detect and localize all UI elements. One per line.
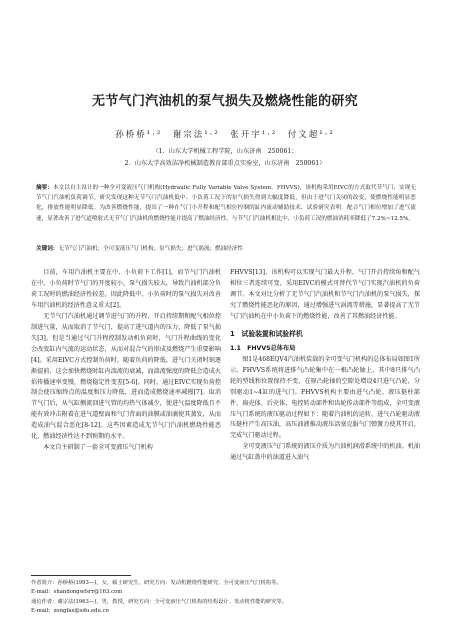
subsection-heading-1-1: 1.1 FHVVS总体布局	[230, 344, 296, 352]
right-column	[230, 268, 420, 464]
footnote-corresponding-email: E-mail：zongfax@sdu.edu.cn	[31, 607, 110, 614]
left-column	[31, 268, 221, 454]
footnote-rule	[31, 575, 131, 576]
intro-paragraph-3: 本文自主研制了一套全可变液压气门机构	[43, 444, 153, 452]
abstract-label: 摘要：	[36, 185, 53, 191]
abstract-text: 本文以自主设计的一种全可变液压气门机构(Hydraulic Fully Variable Valve System，FHVVS)，该机构采用EIVC的方式取代节气门，实现无节气门汽油机负荷调节。研究发现这种无节气门汽油机低中、小负荷工况下的泵气损失得到大幅度降低，但由于进气门关闭的改变，使燃烧性能明显恶化，排放性能明显降低。为改善燃烧性能，提出了一种在气门小升程和配气相位控制的缸内流动辅助技术，试验研究表明：配合气门相位增加了进气流速，显著改善了进气道喷射式无节气门汽油机的燃烧性能并提高了燃油经济性，与节气门汽油机相比中、小负荷工况的燃油消耗率降低了7.2%~12.5%。	[36, 185, 416, 222]
footnote-corresponding: 通信作者：谢宗法(1963—)，男，教授，研究方向：全可变液压气门机构的结构设计、发动机性能的研究等。	[31, 598, 287, 605]
intro-paragraph-continued: FHVVS[13]，该机构可以实现气门最大升程、气门开启持续角和配气相位三者连续可变，采用EIVC的模式可替代节气门实现汽油机的负荷调节。本文对比分析了无节气门汽油机和节气门汽油机的泵气损失，探究了燃烧性能恶化的原因，通过增强进气涡流等措施，显著提高了无节气门汽油机在中小负荷下的燃烧性能，改善了其燃油经济性能。	[230, 269, 420, 320]
keywords-label: 关键词：	[36, 246, 59, 252]
keywords-text: 无节气门汽油机；全可变液压气门机构；泵气损失；进气涡流；燃油经济性	[58, 246, 243, 252]
intro-paragraph-2: 无节气门汽油机通过调节进气门的升程、开启持续期和配气相位控制进气量，从而取消了节气门，提高了进气道内的压力，降低了泵气损失[3]。但是当通过气门升程控制发动机负荷时，气门升程曲线的变化会改变缸内气流的运动状态，从而对混合气的形成及燃烧产生重要影响[4]。采用EIVC方式控制负荷时，随着负荷的降低，进气门关闭时刻逐渐提前，这会加快燃烧时缸内湍流的衰减，而湍流强度的降低会造成火焰传播速率变慢，燃烧稳定性变差[5-6]。同时，通过EIVC实现负荷控制会使压缩终点的温度和压力降低，进而造成燃烧速率减慢[7]。取消节气门后，从气缸侧流回进气管的均热气体减少，使进气温度降低且不能有效冲击附着在进气道壁面和气门背面的油膜或油滴使其蒸发，从而造成油气混合恶化[8-12]。这些因素造成无节气门汽油机燃烧性能恶化，燃油经济性达不到预期的水平。	[31, 312, 221, 441]
affiliation-2: 2．山东大学高效洁净机械制造教育部重点实验室，山东济南 250061）	[124, 160, 326, 167]
intro-paragraph-1: 目前，车用汽油机主要在中、小负荷下工作[1]，而节气门汽油机在中、小负荷时节气门的开度较小，泵气损失较大，导致汽油机部分负荷工况时的燃油经济性较差。因此降低中、小负荷时的泵气损失对改善车用汽油机的经济性意义重大[2]。	[31, 269, 221, 309]
abstract	[36, 183, 416, 224]
footnote-author-email: E-mail：shandongwfsrr@163.com	[31, 589, 123, 596]
keywords	[36, 244, 416, 254]
footnote-author: 作者简介：孙桥桥(1993—)，女，硕士研究生，研究方向：发动机燃烧性能研究、全可变液压气门机构等。	[31, 580, 282, 586]
section-heading-1: 1 试验装置和试验样机	[230, 329, 303, 338]
body-paragraph-2: 全可变液压气门系统的液压介质为汽油机润滑系统中的机油。机油通过气缸盖中的油道进入油气	[230, 443, 420, 462]
author-list: 孙桥桥¹·² 谢宗法¹·² 张开宇¹·² 付文超¹·²	[115, 130, 335, 140]
body-paragraph-1: 图1是468EQV4汽油机装载的全可变气门机构的总体布局如图1所示。FHVVS系统将进排气凸轮集中在一根凸轮轴上，其中8只排气凸轮的型线和位置保持不变，在原凸轮轴的空隙处增设4只进气凸轮，分别驱动1~4缸的进气门。FHVVS机构主要由进气凸轮、液压挺柱部件、扁売体、后壳体、电控转动部件和齿轮传动部件等组成，全可变液压气门系统的液压驱动过程如下：随着汽油机的运转，进气凸轮驱动液压挺柱产生高压油，高压油液推动液压活塞克服气门弹簧力使其开启，完成气门驱动过程。	[230, 355, 420, 440]
paper-title: 无节气门汽油机的泵气损失及燃烧性能的研究	[91, 94, 358, 109]
footnotes	[31, 579, 421, 616]
affiliation-1: （1．山东大学机械工程学院，山东济南 250061；	[152, 148, 298, 155]
